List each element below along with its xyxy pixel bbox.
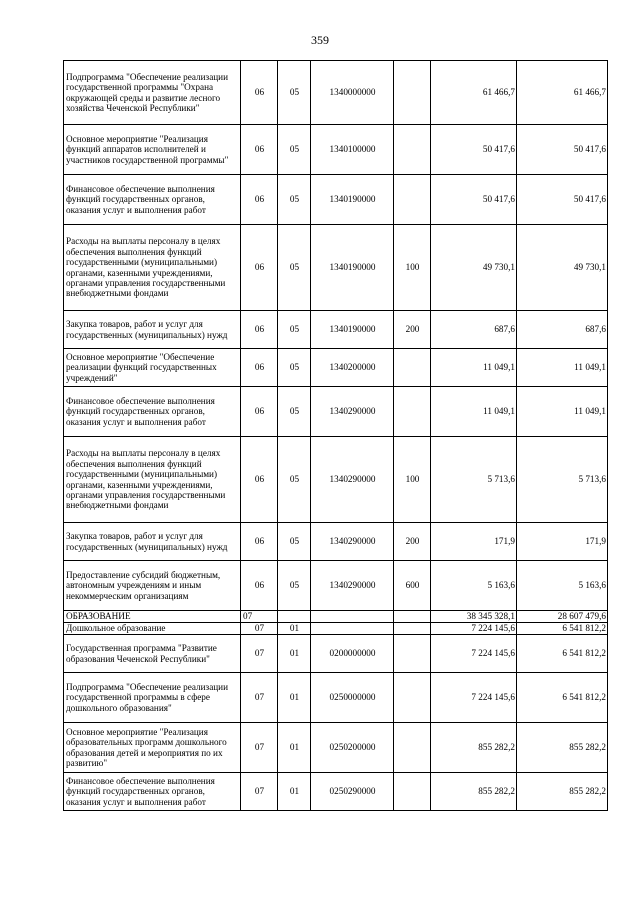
row-amount-1-cell: 855 282,2 [431,773,517,811]
row-name-cell: Закупка товаров, работ и услуг для государственных (муниципальных) нужд [64,523,241,561]
row-subsection-cell: 01 [278,635,311,673]
table-row [64,723,608,773]
row-subsection-cell: 01 [278,773,311,811]
row-amount-1-cell: 7 224 145,6 [431,673,517,723]
budget-table [63,60,608,811]
row-target-article-cell: 1340200000 [311,349,394,387]
budget-table-body [64,61,608,811]
table-row [64,623,608,635]
row-section-cell: 07 [241,635,278,673]
row-subsection-cell: 05 [278,437,311,523]
row-subsection-cell: 05 [278,225,311,311]
row-target-article-cell: 0250290000 [311,773,394,811]
row-subsection-cell: 01 [278,673,311,723]
row-target-article-cell: 0250200000 [311,723,394,773]
row-name-cell: Подпрограмма "Обеспечение реализации государственной программы в сфере дошкольного образования" [64,673,241,723]
row-subsection-cell: 05 [278,387,311,437]
row-section-cell: 06 [241,175,278,225]
row-amount-2-cell: 11 049,1 [517,349,608,387]
table-row [64,437,608,523]
row-amount-1-cell: 5 163,6 [431,561,517,611]
row-expense-type-cell [394,673,431,723]
table-row [64,387,608,437]
table-row [64,61,608,125]
row-amount-1-cell: 11 049,1 [431,387,517,437]
row-target-article-cell: 1340290000 [311,523,394,561]
row-section-cell: 06 [241,311,278,349]
row-section-cell: 07 [241,673,278,723]
row-amount-2-cell: 6 541 812,2 [517,623,608,635]
table-row [64,523,608,561]
row-amount-1-cell: 11 049,1 [431,349,517,387]
row-target-article-cell: 1340190000 [311,311,394,349]
row-section-cell: 06 [241,437,278,523]
row-section-cell: 06 [241,125,278,175]
row-amount-2-cell: 11 049,1 [517,387,608,437]
row-name-cell: Расходы на выплаты персоналу в целях обеспечения выполнения функций государственными (муниципальными) органами, казенными учреждениями, органами управления государственными внебюджетными фондами [64,437,241,523]
row-target-article-cell: 0200000000 [311,635,394,673]
row-name-cell: Закупка товаров, работ и услуг для государственных (муниципальных) нужд [64,311,241,349]
row-section-cell: 06 [241,225,278,311]
row-amount-1-cell: 50 417,6 [431,175,517,225]
row-subsection-cell: 05 [278,561,311,611]
table-row [64,611,608,623]
row-amount-1-cell: 7 224 145,6 [431,623,517,635]
row-target-article-cell [311,611,394,623]
row-expense-type-cell [394,61,431,125]
row-amount-1-cell: 49 730,1 [431,225,517,311]
row-amount-2-cell: 28 607 479,6 [517,611,608,623]
row-amount-1-cell: 61 466,7 [431,61,517,125]
row-amount-2-cell: 49 730,1 [517,225,608,311]
row-target-article-cell: 1340190000 [311,175,394,225]
row-subsection-cell: 05 [278,349,311,387]
row-subsection-cell: 05 [278,125,311,175]
row-name-cell: Подпрограмма "Обеспечение реализации государственной программы "Охрана окружающей среды и развитие лесного хозяйства Чеченской Республики" [64,61,241,125]
row-amount-2-cell: 6 541 812,2 [517,635,608,673]
row-subsection-cell: 05 [278,61,311,125]
row-amount-1-cell: 855 282,2 [431,723,517,773]
table-row [64,561,608,611]
row-amount-2-cell: 855 282,2 [517,723,608,773]
table-row [64,773,608,811]
row-section-cell: 07 [241,773,278,811]
row-expense-type-cell [394,387,431,437]
row-target-article-cell: 1340290000 [311,387,394,437]
row-expense-type-cell [394,611,431,623]
row-amount-1-cell: 38 345 328,1 [431,611,517,623]
row-name-cell: Предоставление субсидий бюджетным, автономным учреждениям и иным некоммерческим организациям [64,561,241,611]
row-amount-1-cell: 171,9 [431,523,517,561]
row-subsection-cell [278,611,311,623]
row-name-cell: Финансовое обеспечение выполнения функций государственных органов, оказания услуг и выполнения работ [64,175,241,225]
row-section-cell: 07 [241,723,278,773]
row-expense-type-cell: 200 [394,523,431,561]
row-expense-type-cell [394,723,431,773]
page-number: 359 [311,33,329,47]
table-row [64,225,608,311]
row-expense-type-cell [394,773,431,811]
row-name-cell: Финансовое обеспечение выполнения функций государственных органов, оказания услуг и выполнения работ [64,387,241,437]
table-row [64,349,608,387]
row-name-cell: Основное мероприятие "Обеспечение реализации функций государственных учреждений" [64,349,241,387]
row-amount-2-cell: 6 541 812,2 [517,673,608,723]
row-amount-2-cell: 855 282,2 [517,773,608,811]
row-subsection-cell: 01 [278,623,311,635]
table-row [64,311,608,349]
row-section-cell: 06 [241,387,278,437]
row-name-cell: ОБРАЗОВАНИЕ [64,611,241,623]
row-subsection-cell: 01 [278,723,311,773]
row-amount-2-cell: 5 713,6 [517,437,608,523]
row-name-cell: Государственная программа "Развитие образования Чеченской Республики" [64,635,241,673]
row-expense-type-cell [394,175,431,225]
row-target-article-cell [311,623,394,635]
row-expense-type-cell: 100 [394,437,431,523]
row-subsection-cell: 05 [278,175,311,225]
row-expense-type-cell [394,623,431,635]
row-section-cell: 06 [241,349,278,387]
row-subsection-cell: 05 [278,311,311,349]
table-row [64,175,608,225]
row-amount-2-cell: 171,9 [517,523,608,561]
table-row [64,673,608,723]
row-amount-2-cell: 687,6 [517,311,608,349]
row-target-article-cell: 1340290000 [311,561,394,611]
table-row [64,635,608,673]
row-amount-1-cell: 687,6 [431,311,517,349]
row-amount-1-cell: 5 713,6 [431,437,517,523]
row-expense-type-cell [394,635,431,673]
row-section-cell: 07 [241,611,278,623]
row-section-cell: 06 [241,523,278,561]
row-target-article-cell: 1340100000 [311,125,394,175]
row-amount-2-cell: 61 466,7 [517,61,608,125]
row-target-article-cell: 0250000000 [311,673,394,723]
row-subsection-cell: 05 [278,523,311,561]
row-expense-type-cell [394,349,431,387]
row-target-article-cell: 1340190000 [311,225,394,311]
row-name-cell: Основное мероприятие "Реализация функций аппаратов исполнителей и участников государственной программы" [64,125,241,175]
row-target-article-cell: 1340290000 [311,437,394,523]
row-name-cell: Основное мероприятие "Реализация образовательных программ дошкольного образования детей и мероприятия по их развитию" [64,723,241,773]
row-amount-1-cell: 50 417,6 [431,125,517,175]
row-amount-1-cell: 7 224 145,6 [431,635,517,673]
row-name-cell: Финансовое обеспечение выполнения функций государственных органов, оказания услуг и выполнения работ [64,773,241,811]
row-section-cell: 07 [241,623,278,635]
row-expense-type-cell: 200 [394,311,431,349]
row-expense-type-cell [394,125,431,175]
row-amount-2-cell: 50 417,6 [517,125,608,175]
row-amount-2-cell: 5 163,6 [517,561,608,611]
row-section-cell: 06 [241,561,278,611]
row-target-article-cell: 1340000000 [311,61,394,125]
row-name-cell: Расходы на выплаты персоналу в целях обеспечения выполнения функций государственными (муниципальными) органами, казенными учреждениями, органами управления государственными внебюджетными фондами [64,225,241,311]
table-row [64,125,608,175]
row-name-cell: Дошкольное образование [64,623,241,635]
row-expense-type-cell: 600 [394,561,431,611]
row-amount-2-cell: 50 417,6 [517,175,608,225]
row-expense-type-cell: 100 [394,225,431,311]
row-section-cell: 06 [241,61,278,125]
